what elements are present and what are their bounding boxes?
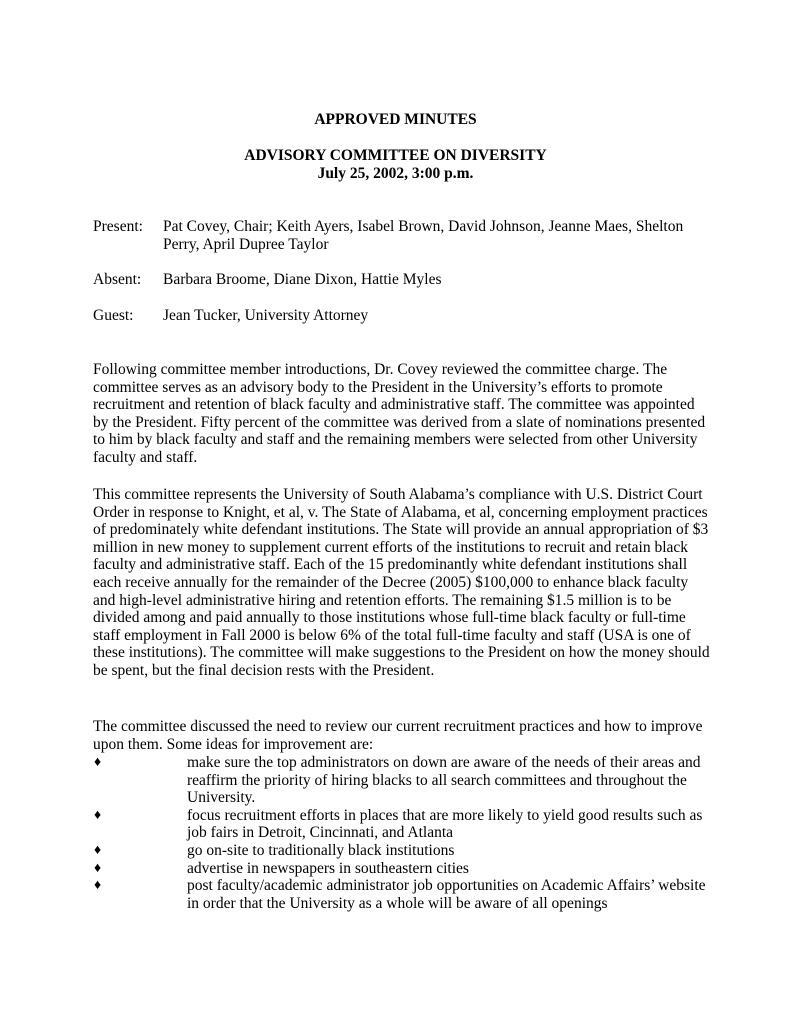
committee-name-heading: ADVISORY COMMITTEE ON DIVERSITY [244,147,547,164]
attendance-names: Jean Tucker, University Attorney [163,306,369,324]
diamond-bullet-icon: ♦ [94,807,102,823]
attendance-section [93,218,713,324]
meeting-date-heading: July 25, 2002, 3:00 p.m. [317,165,474,182]
list-item-text: advertise in newspapers in southeastern cities [187,859,469,877]
list-item-text: go on-site to traditionally black institutions [187,841,455,859]
list-item-text: make sure the top administrators on down are aware of the needs of their areas and reaffirm the priority of hiring blacks to all search committees and throughout the University. [187,754,701,807]
attendance-names: Pat Covey, Chair; Keith Ayers, Isabel Brown, David Johnson, Jeanne Maes, Shelton Perry, April Dupree Taylor [163,218,684,253]
diamond-bullet-icon: ♦ [94,842,102,858]
attendance-label: Guest: [93,306,134,324]
attendance-absent [93,271,713,289]
attendance-present [93,218,713,253]
list-item-text: post faculty/academic administrator job opportunities on Academic Affairs’ website in order that the University as a whole will be aware of all openings [187,877,706,912]
improvement-ideas-list [93,754,713,912]
document-status-heading: APPROVED MINUTES [314,111,477,128]
diamond-bullet-icon: ♦ [94,878,102,894]
attendance-label: Absent: [93,271,142,289]
list-item-text: focus recruitment efforts in places that are more likely to yield good results such as job fairs in Detroit, Cincinnati, and Atlanta [187,806,703,842]
list-item [93,877,713,912]
attendance-names: Barbara Broome, Diane Dixon, Hattie Myles [163,271,442,289]
list-item [93,754,713,807]
diamond-bullet-icon: ♦ [94,755,102,770]
paragraph-recruitment-intro: The committee discussed the need to review our current recruitment practices and how to improve upon them. Some ideas for improvement are: [93,718,703,753]
paragraph-court-order: This committee represents the University of South Alabama’s compliance with U.S. District Court Order in response to Knight, et al, v. The State of Alabama, et al, concerning employment practices of predominately white defendant institutions. The State will provide an annual appropriation of $3 million in new money to supplement current efforts of the institutions to recruit and retain black faculty and administrative staff. Each of the 15 predominantly white defendant institutions shall each receive annually for the remainder of the Decree (2005) $100,000 to enhance black faculty and high-level administrative hiring and retention efforts. The remaining $1.5 million is to be divided among and paid annually to those institutions whose full-time black faculty or full-time staff employment in Fall 2000 is below 6% of the total full-time faculty and staff (USA is one of these institutions). The committee will make suggestions to the President on how the money should be spent, but the final decision rests with the President. [93,486,710,679]
list-item [93,842,713,860]
list-item [93,860,713,878]
attendance-label: Present: [93,218,143,235]
attendance-guest [93,307,713,325]
paragraph-committee-charge: Following committee member introductions, Dr. Covey reviewed the committee charge. The committee serves as an advisory body to the President in the University’s efforts to promote recruitment and retention of black faculty and administrative staff. The committee was appointed by the President. Fifty percent of the committee was derived from a slate of nominations presented to him by black faculty and staff and the remaining members were selected from other University faculty and staff. [93,361,706,466]
diamond-bullet-icon: ♦ [94,860,102,876]
list-item [93,807,713,842]
